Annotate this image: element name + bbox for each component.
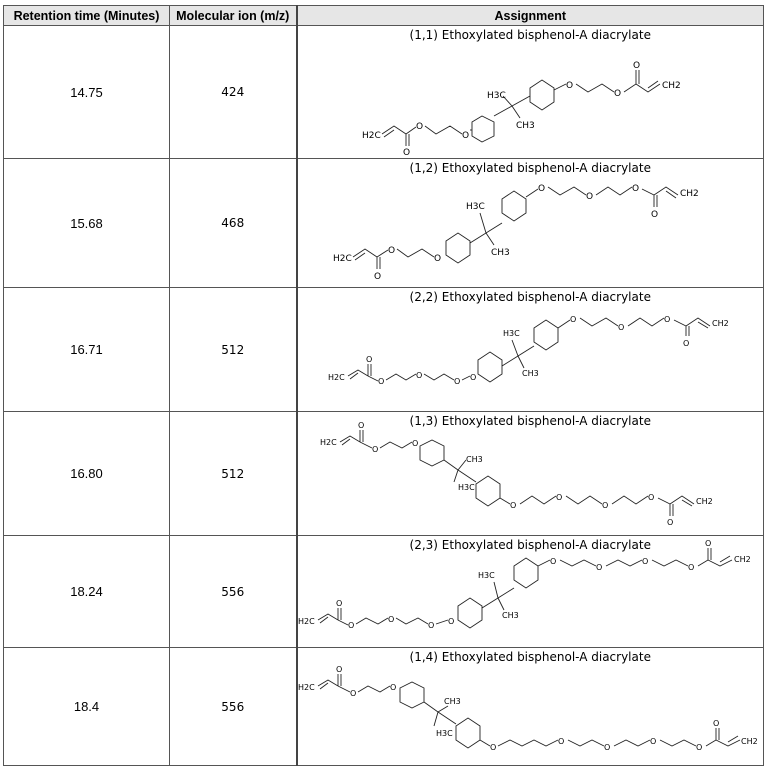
header-row <box>4 6 764 26</box>
structure-diagram <box>298 159 763 287</box>
oxygen-label: O <box>402 148 410 158</box>
retention-time-cell: 18.24 <box>4 536 170 648</box>
oxygen-label: O <box>509 501 516 510</box>
oxygen-label: O <box>650 210 658 220</box>
header-molecular-ion: Molecular ion (m/z) <box>170 6 297 26</box>
h2c-label: H2C <box>297 617 315 626</box>
oxygen-label: O <box>682 339 689 348</box>
structure-diagram <box>298 648 763 765</box>
benzene-ring-left <box>470 116 494 142</box>
structure-diagram <box>298 536 763 647</box>
oxygen-label: O <box>585 192 593 202</box>
ch3-label: CH3 <box>465 455 483 464</box>
oxygen-label: O <box>617 323 624 332</box>
oxygen-label: O <box>461 131 469 141</box>
oxygen-label: O <box>377 377 384 386</box>
assignment-label: (1,4) Ethoxylated bisphenol-A diacrylate <box>409 650 651 664</box>
assignment-cell <box>297 26 764 159</box>
table-row <box>4 26 764 159</box>
oxygen-label: O <box>649 737 656 746</box>
oxygen-label: O <box>357 421 364 430</box>
ch3-label: CH3 <box>501 611 519 620</box>
oxygen-label: O <box>489 743 496 752</box>
h2c-label: H2C <box>319 438 337 447</box>
oxygen-label: O <box>389 683 396 692</box>
oxygen-label: O <box>704 539 711 548</box>
assignment-label: (1,2) Ethoxylated bisphenol-A diacrylate <box>409 161 651 175</box>
oxygen-label: O <box>537 184 545 194</box>
right-acrylate-group <box>566 61 681 99</box>
ch3-label: CH3 <box>490 248 510 258</box>
oxygen-label: O <box>371 445 378 454</box>
oxygen-label: O <box>387 246 395 256</box>
oxygen-label: O <box>349 689 356 698</box>
oxygen-label: O <box>565 81 573 91</box>
header-retention-time: Retention time (Minutes) <box>4 6 170 26</box>
table-row <box>4 648 764 766</box>
assignment-label: (2,2) Ethoxylated bisphenol-A diacrylate <box>409 290 651 304</box>
table-row <box>4 412 764 536</box>
molecular-ion-cell: 424 <box>170 26 297 159</box>
structure-diagram <box>298 412 763 535</box>
ch3-label: CH3 <box>521 369 539 378</box>
assignment-cell <box>297 288 764 412</box>
oxygen-label: O <box>365 355 372 364</box>
table-row <box>4 159 764 288</box>
oxygen-label: O <box>641 557 648 566</box>
oxygen-label: O <box>447 617 454 626</box>
oxygen-label: O <box>712 719 719 728</box>
retention-time-cell: 14.75 <box>4 26 170 159</box>
oxygen-label: O <box>373 272 381 282</box>
oxygen-label: O <box>613 89 621 99</box>
oxygen-label: O <box>433 254 441 264</box>
retention-time-cell: 16.80 <box>4 412 170 536</box>
results-table <box>3 5 764 766</box>
ch2-label: CH2 <box>661 81 681 91</box>
oxygen-label: O <box>663 315 670 324</box>
table-row <box>4 536 764 648</box>
molecular-ion-cell: 468 <box>170 159 297 288</box>
structure-diagram <box>298 288 763 411</box>
retention-time-cell: 18.4 <box>4 648 170 766</box>
oxygen-label: O <box>427 621 434 630</box>
oxygen-label: O <box>695 743 702 752</box>
retention-time-cell: 15.68 <box>4 159 170 288</box>
assignment-label: (1,3) Ethoxylated bisphenol-A diacrylate <box>409 414 651 428</box>
assignment-label: (2,3) Ethoxylated bisphenol-A diacrylate <box>409 538 651 552</box>
oxygen-label: O <box>469 373 476 382</box>
assignment-label: (1,1) Ethoxylated bisphenol-A diacrylate <box>409 28 651 42</box>
molecular-ion-cell: 556 <box>170 648 297 766</box>
ch2-label: CH2 <box>711 319 729 328</box>
h3c-label: H3C <box>465 202 485 212</box>
oxygen-label: O <box>632 61 640 71</box>
oxygen-label: O <box>666 518 673 527</box>
oxygen-label: O <box>603 743 610 752</box>
molecular-ion-cell: 512 <box>170 288 297 412</box>
h2c-label: H2C <box>297 683 315 692</box>
h3c-label: H3C <box>435 729 453 738</box>
molecular-ion-cell: 512 <box>170 412 297 536</box>
oxygen-label: O <box>549 557 556 566</box>
header-assignment: Assignment <box>297 6 764 26</box>
assignment-cell <box>297 412 764 536</box>
h2c-label: H2C <box>332 254 352 264</box>
h3c-label: H3C <box>502 329 520 338</box>
oxygen-label: O <box>569 315 576 324</box>
h3c-label: H3C <box>457 483 475 492</box>
retention-time-cell: 16.71 <box>4 288 170 412</box>
h3c-label: H3C <box>477 571 495 580</box>
oxygen-label: O <box>595 563 602 572</box>
oxygen-label: O <box>335 665 342 674</box>
ch3-label: CH3 <box>443 697 461 706</box>
left-acrylate-group <box>362 122 469 158</box>
assignment-cell <box>297 536 764 648</box>
oxygen-label: O <box>411 439 418 448</box>
oxygen-label: O <box>335 599 342 608</box>
molecular-ion-cell: 556 <box>170 536 297 648</box>
structure-diagram <box>298 26 763 158</box>
oxygen-label: O <box>387 615 394 624</box>
assignment-cell <box>297 648 764 766</box>
h3c-label: H3C <box>486 91 506 101</box>
table-row <box>4 288 764 412</box>
ch2-label: CH2 <box>733 555 751 564</box>
oxygen-label: O <box>555 493 562 502</box>
oxygen-label: O <box>453 377 460 386</box>
oxygen-label: O <box>415 122 423 132</box>
oxygen-label: O <box>687 563 694 572</box>
oxygen-label: O <box>647 493 654 502</box>
ch2-label: CH2 <box>679 189 699 199</box>
benzene-ring-right <box>530 80 554 110</box>
assignment-cell <box>297 159 764 288</box>
oxygen-label: O <box>557 737 564 746</box>
oxygen-label: O <box>415 371 422 380</box>
oxygen-label: O <box>347 621 354 630</box>
ch2-label: CH2 <box>740 737 758 746</box>
h2c-label: H2C <box>327 373 345 382</box>
h2c-label: H2C <box>361 131 381 141</box>
oxygen-label: O <box>631 184 639 194</box>
oxygen-label: O <box>601 501 608 510</box>
ch2-label: CH2 <box>695 497 713 506</box>
ch3-label: CH3 <box>515 121 535 131</box>
